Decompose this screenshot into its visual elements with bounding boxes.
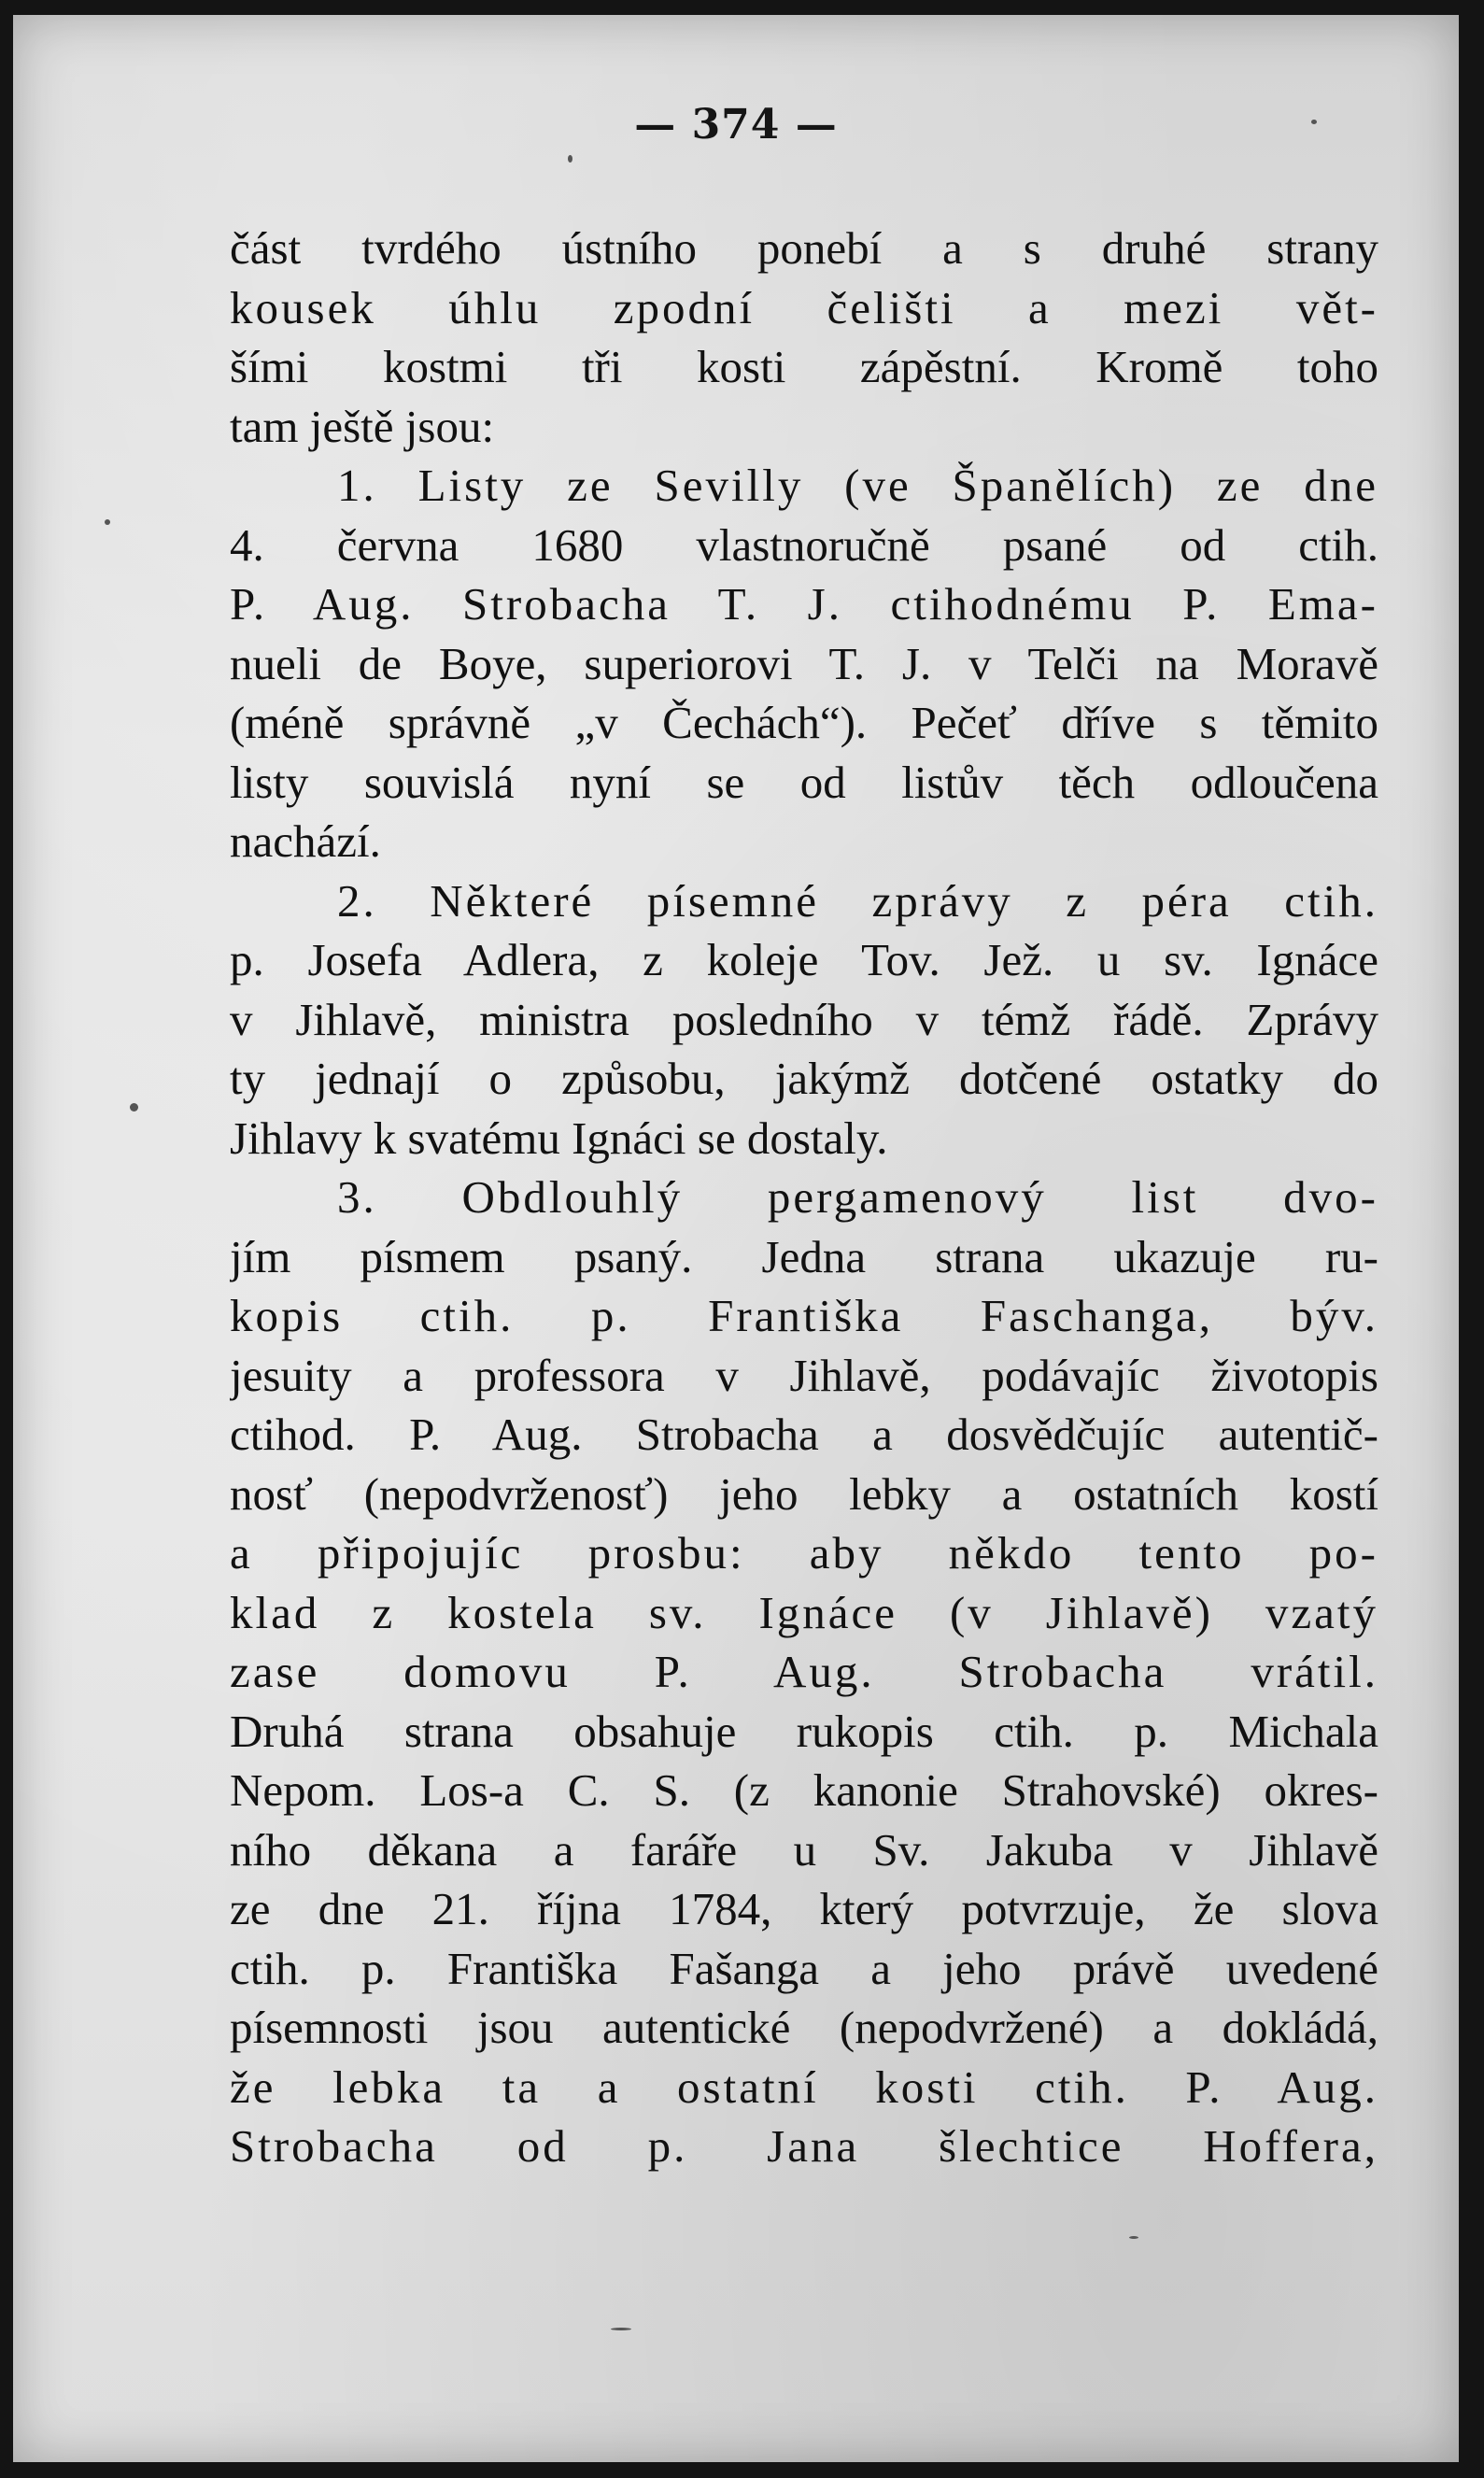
text-line: část tvrdého ústního ponebí a s druhé strany xyxy=(230,222,1378,274)
text-line: a připojujíc prosbu: aby někdo tento po- xyxy=(230,1527,1378,1579)
text-line: p. Josefa Adlera, z koleje Tov. Jež. u sv. Ignáce xyxy=(230,934,1378,985)
text-line: ze dne 21. října 1784, který potvrzuje, že slova xyxy=(230,1883,1378,1934)
text-line: šími kostmi tři kosti zápěstní. Kromě toho xyxy=(230,341,1378,392)
scan-speck xyxy=(1311,120,1317,124)
text-line: tam ještě jsou: xyxy=(230,400,495,452)
text-line: ty jednají o způsobu, jakýmž dotčené ostatky do xyxy=(230,1053,1378,1104)
scan-speck xyxy=(130,1103,138,1112)
text-line: 2. Některé písemné zprávy z péra ctih. xyxy=(337,874,1378,927)
text-line: (méně správně „v Čechách“). Pečeť dříve s těmito xyxy=(230,697,1378,748)
text-line: jesuity a professora v Jihlavě, podávajíc životopis xyxy=(230,1349,1378,1401)
text-line: Strobacha od p. Jana šlechtice Hoffera, xyxy=(230,2120,1378,2172)
text-line: 4. června 1680 vlastnoručně psané od ctih. xyxy=(230,518,1378,571)
text-line: kousek úhlu zpodní čelišti a mezi vět- xyxy=(230,281,1378,333)
text-line: nueli de Boye, superiorovi T. J. v Telči na Moravě xyxy=(230,637,1378,689)
text-line: 1. Listy ze Sevilly (ve Španělích) ze dne xyxy=(337,460,1378,511)
body-text xyxy=(230,219,1378,2176)
text-line: Druhá strana obsahuje rukopis ctih. p. Michala xyxy=(230,1705,1378,1757)
text-line: kopis ctih. p. Františka Faschanga, býv. xyxy=(230,1290,1378,1341)
text-line: ního děkana a faráře u Sv. Jakuba v Jihlavě xyxy=(230,1823,1378,1876)
book-page xyxy=(13,15,1459,2462)
text-line: v Jihlavě, ministra posledního v témž řádě. Zprávy xyxy=(230,993,1378,1045)
text-line: 3. Obdlouhlý pergamenový list dvo- xyxy=(337,1171,1378,1223)
text-line: Jihlavy k svatému Ignáci se dostaly. xyxy=(230,1112,888,1164)
scan-speck xyxy=(105,519,110,525)
text-line: zase domovu P. Aug. Strobacha vrátil. xyxy=(230,1646,1378,1697)
text-line: jím písmem psaný. Jedna strana ukazuje ru- xyxy=(230,1230,1378,1282)
scan-speck xyxy=(568,155,572,163)
text-line: ctih. p. Františka Fašanga a jeho právě uvedené xyxy=(230,1942,1378,1994)
scan-speck xyxy=(1129,2236,1138,2239)
scan-speck xyxy=(611,2328,631,2330)
text-line: písemnosti jsou autentické (nepodvržené) a dokládá, xyxy=(230,2002,1378,2053)
text-line: Nepom. Los-a C. S. (z kanonie Strahovské) okres- xyxy=(230,1764,1378,1816)
text-line: listy souvislá nyní se od listův těch odloučena xyxy=(230,756,1378,808)
text-line: že lebka ta a ostatní kosti ctih. P. Aug. xyxy=(230,2060,1378,2113)
text-line: nachází. xyxy=(230,815,381,867)
page-number: — 374 — xyxy=(634,101,838,149)
text-line: ctihod. P. Aug. Strobacha a dosvědčujíc autentič- xyxy=(230,1409,1378,1460)
text-line: P. Aug. Strobacha T. J. ctihodnému P. Ema- xyxy=(230,578,1378,630)
text-line: nosť (nepodvrženosť) jeho lebky a ostatních kostí xyxy=(230,1467,1378,1520)
text-line: klad z kostela sv. Ignáce (v Jihlavě) vzatý xyxy=(230,1586,1378,1638)
